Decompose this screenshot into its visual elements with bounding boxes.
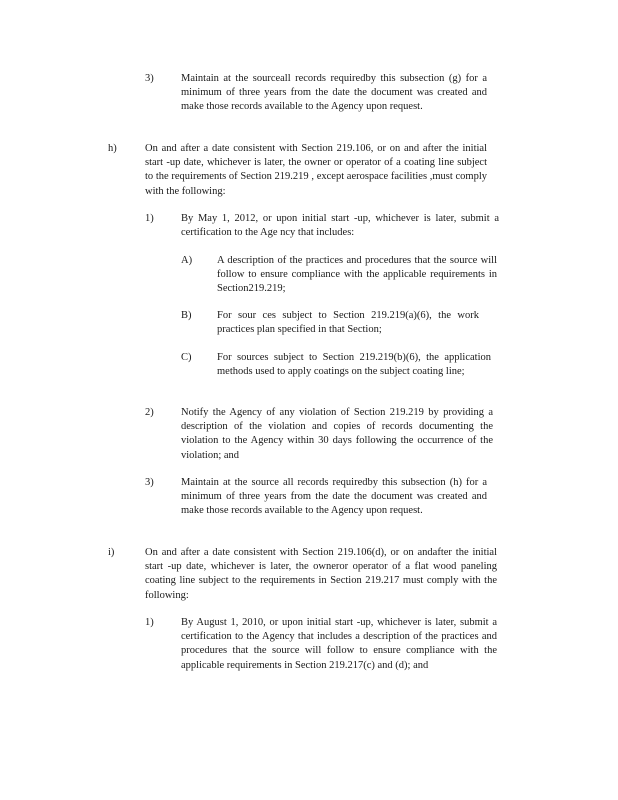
- subsection-h-item-3: [0, 476, 618, 536]
- item-text: By May 1, 2012, or upon initial start -up, whichever is later, submit a certification to the Age ncy that includes:: [181, 213, 499, 239]
- subsection-i-item-1: [0, 616, 618, 690]
- subitem-label: C): [181, 352, 192, 363]
- subsection-label: i): [108, 547, 115, 558]
- subsection-text: On and after a date consistent with Section 219.106, or on and after the initial start -up date, whichever is later, the owner or operator of a coating line subject to the requirements of Section 219.219 , except aerospace facilities ,must comply with the following:: [145, 143, 487, 197]
- item-label: 3): [145, 477, 154, 488]
- subitem-text: For sour ces subject to Section 219.219(a)(6), the work practices plan specified in that Section;: [217, 310, 479, 336]
- item-label: 2): [145, 407, 154, 418]
- subitem-label: A): [181, 255, 193, 266]
- subsection-g-item-3: [0, 72, 618, 132]
- item-text: By August 1, 2010, or upon initial start -up, whichever is later, submit a certification to the Agency that includes a description of the practices and procedures that the source will follow to ensure compliance with the applicable requirements in Section 219.217(c) and (d); and: [181, 617, 497, 671]
- subsection-h-item-1-A: [0, 254, 618, 300]
- subsection-label: h): [108, 143, 117, 154]
- subsection-h-item-1-C: [0, 351, 618, 397]
- subsection-text: On and after a date consistent with Section 219.106(d), or on andafter the initial start -up date, whichever is later, the owneror operator of a flat wood paneling coating line subject to the requirements in Section 219.217 must comply with the following:: [145, 547, 497, 601]
- subsection-h-item-1-B: [0, 309, 618, 341]
- item-text: Maintain at the source all records requiredby this subsection (h) for a minimum of three years from the date the document was created and make those records available to the Agency upon request.: [181, 477, 487, 517]
- item-label: 3): [145, 73, 154, 84]
- subsection-h-item-2: [0, 406, 618, 466]
- item-text: Notify the Agency of any violation of Section 219.219 by providing a description of the violation and copies of records documenting the violation to the Agency within 30 days following the occurrence of the violation; and: [181, 407, 493, 461]
- subsection-h: [0, 142, 618, 202]
- subitem-label: B): [181, 310, 192, 321]
- item-label: 1): [145, 213, 154, 224]
- subitem-text: A description of the practices and procedures that the source will follow to ensure compliance with the applicable requirements in Section219.219;: [217, 255, 497, 295]
- subitem-text: For sources subject to Section 219.219(b)(6), the application methods used to apply coatings on the subject coating line;: [217, 352, 491, 378]
- subsection-i: [0, 546, 618, 606]
- item-label: 1): [145, 617, 154, 628]
- item-text: Maintain at the sourceall records requiredby this subsection (g) for a minimum of three years from the date the document was created and make those records available to the Agency upon request.: [181, 73, 487, 113]
- subsection-h-item-1: [0, 212, 618, 244]
